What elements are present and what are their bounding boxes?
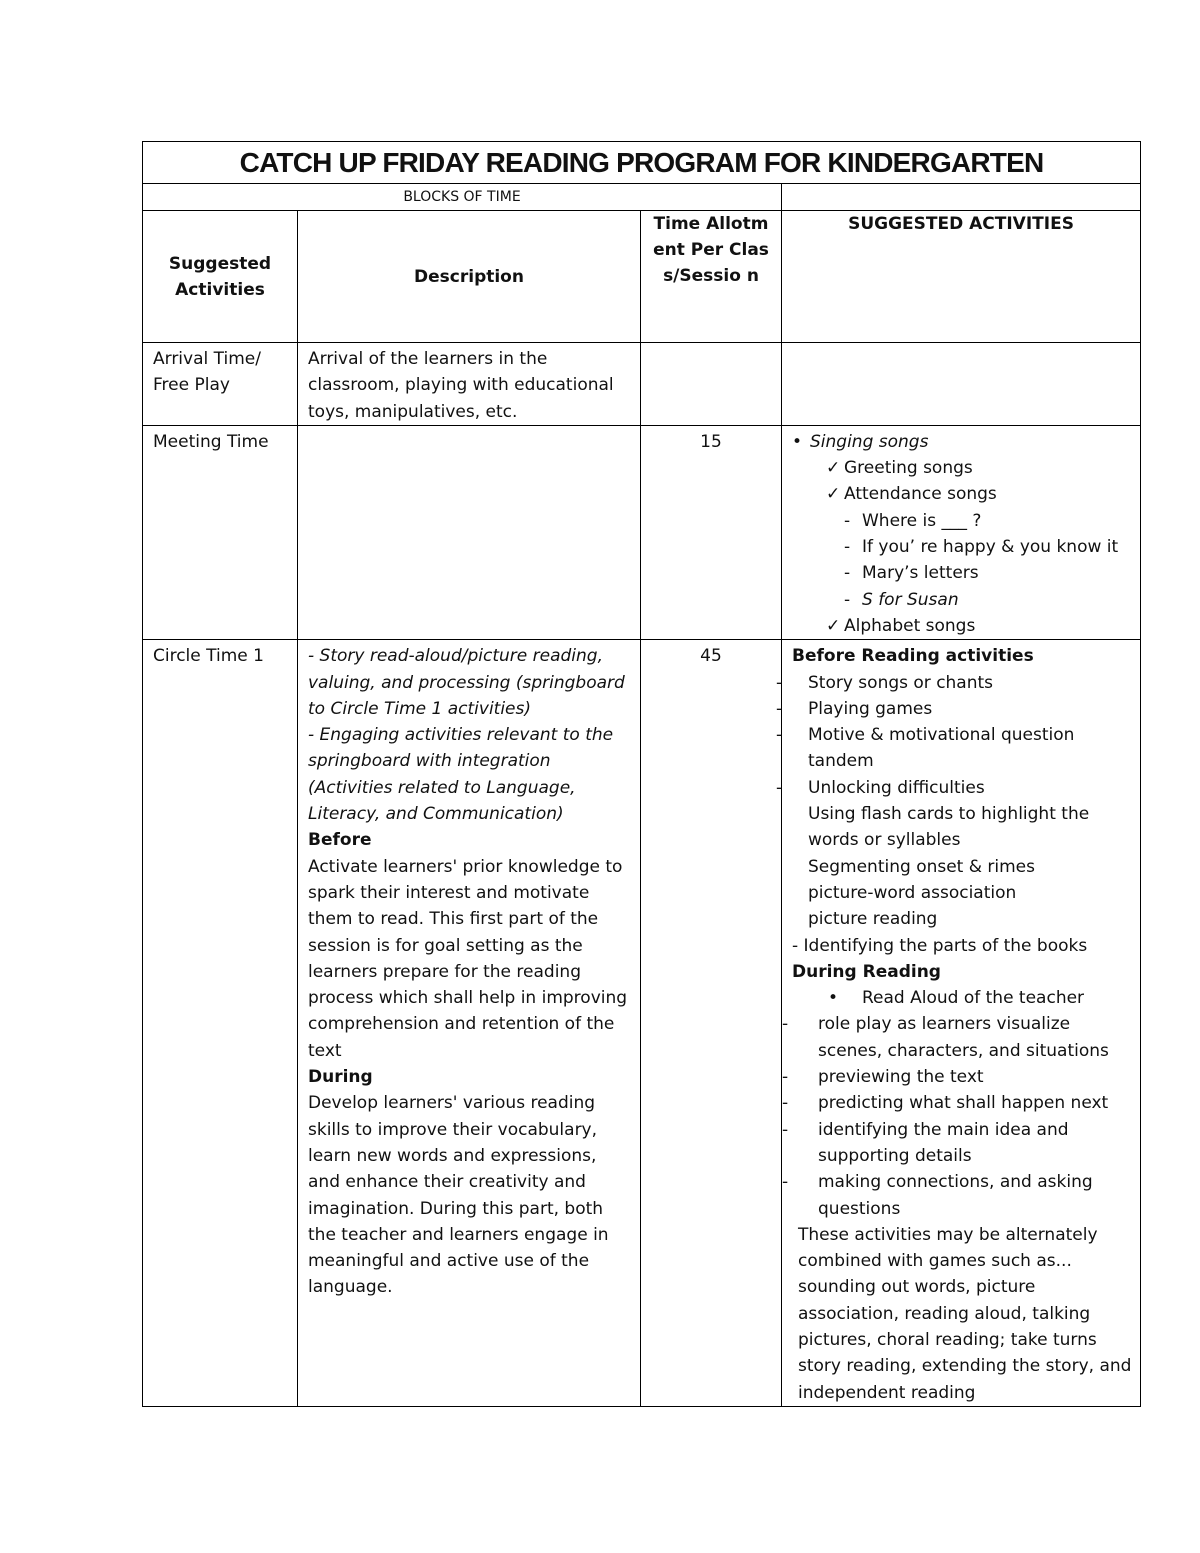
list-item: [792, 481, 1130, 507]
greeting-songs: Greeting songs: [844, 458, 973, 479]
circle-description: [298, 640, 640, 1300]
list-item: [776, 670, 1136, 696]
circle-activity-list: [776, 640, 1140, 1406]
checkmark-icon: ✓: [826, 615, 841, 636]
dash-icon: -: [782, 1172, 789, 1193]
main-idea: identifying the main idea and supporting details: [818, 1119, 1069, 1166]
previewing: previewing the text: [818, 1067, 984, 1088]
alphabet-songs: Alphabet songs: [844, 615, 976, 636]
attendance-songs: Attendance songs: [844, 484, 997, 505]
circle-description-cell: [298, 640, 641, 1407]
dash-icon: -: [776, 725, 783, 746]
dash-icon: -: [776, 698, 783, 719]
list-item: [782, 1117, 1136, 1170]
blocks-empty-cell: [782, 184, 1141, 211]
arrival-description: Arrival of the learners in the classroom, playing with educational toys, manipulatives, etc.: [308, 349, 614, 422]
circle-time-cell: [641, 640, 782, 1407]
header-suggested-text: SUGGESTED ACTIVITIES: [848, 214, 1074, 234]
predicting: predicting what shall happen next: [818, 1093, 1109, 1114]
list-item: [782, 1169, 1136, 1222]
closing-note: These activities may be alternately combined with games such as... sounding out words, picture association, reading aloud, talking pictures, choral reading; take turns story reading, extending the story, and independent reading: [798, 1224, 1132, 1403]
before-reading-heading: Before Reading activities: [792, 646, 1034, 667]
meeting-suggested-cell: [782, 425, 1141, 639]
role-play: role play as learners visualize scenes, characters, and situations: [818, 1014, 1109, 1061]
description-during-text: Develop learners' various reading skills to improve their vocabulary, learn new words and expressions, and enhance their creativity and imagination. During this part, both the teacher and learners engage in meaningful and active use of the language.: [308, 1093, 609, 1298]
blocks-of-time-label: BLOCKS OF TIME: [143, 184, 782, 211]
header-suggested-activities-right: [782, 211, 1141, 343]
meeting-description-cell: [298, 425, 641, 639]
meeting-activity-cell: [143, 425, 298, 639]
circle-activity: Circle Time 1: [153, 646, 264, 667]
identifying-parts: - Identifying the parts of the books: [792, 935, 1088, 956]
meeting-time: 15: [700, 431, 722, 452]
list-item: [782, 1064, 1136, 1090]
meeting-activity-list: [782, 426, 1140, 639]
song-marys-letters: Mary’s letters: [862, 563, 979, 584]
checkmark-icon: ✓: [826, 458, 841, 479]
list-item: [792, 613, 1130, 639]
header-suggested-activities: [143, 211, 298, 343]
list-item: [792, 534, 1130, 560]
bullet-icon: •: [792, 431, 803, 452]
dash-icon: -: [782, 1067, 789, 1088]
list-item: [782, 1011, 1136, 1064]
description-springboard: - Story read-aloud/picture reading, valuing, and processing (springboard to Circle Time 1 activities): [308, 646, 625, 719]
picture-word-association: picture-word association: [808, 882, 1017, 903]
header-time-allotment: [641, 211, 782, 343]
arrival-description-cell: [298, 343, 641, 426]
arrival-activity: Arrival Time/ Free Play: [153, 349, 261, 396]
list-item: [776, 775, 1136, 801]
dash-icon: -: [844, 510, 851, 531]
picture-reading: picture reading: [808, 909, 938, 930]
dash-icon: -: [782, 1014, 789, 1035]
arrival-activity-cell: [143, 343, 298, 426]
singing-songs: Singing songs: [810, 431, 929, 452]
song-if-youre-happy: If you’ re happy & you know it: [862, 537, 1119, 558]
circle-time: 45: [700, 646, 722, 667]
header-description: [298, 211, 641, 343]
list-item: [792, 985, 1136, 1011]
motive-question: Motive & motivational question tandem: [808, 725, 1075, 772]
segmenting: Segmenting onset & rimes: [808, 856, 1036, 877]
during-reading-heading: During Reading: [792, 961, 941, 982]
playing-games: Playing games: [808, 698, 933, 719]
making-connections: making connections, and asking questions: [818, 1172, 1093, 1219]
bullet-icon: •: [828, 988, 839, 1009]
dash-icon: -: [782, 1119, 789, 1140]
header-time-text: Time Allotment Per Class/Sessio n: [653, 214, 769, 286]
description-during-heading: During: [308, 1067, 373, 1088]
dash-icon: -: [844, 537, 851, 558]
dash-icon: -: [782, 1093, 789, 1114]
checkmark-icon: ✓: [826, 484, 841, 505]
list-item: [776, 722, 1136, 775]
list-item: [792, 455, 1130, 481]
dash-icon: -: [776, 777, 783, 798]
circle-activity-cell: [143, 640, 298, 1407]
dash-icon: -: [844, 563, 851, 584]
story-songs: Story songs or chants: [808, 672, 994, 693]
description-engaging: - Engaging activities relevant to the springboard with integration (Activities related to Language, Literacy, and Communication): [308, 725, 614, 825]
program-table: [142, 141, 1141, 1407]
song-where-is: Where is ___ ?: [862, 510, 982, 531]
song-s-for-susan: S for Susan: [862, 589, 959, 610]
arrival-time-cell: [641, 343, 782, 426]
list-item: [792, 508, 1130, 534]
description-before-text: Activate learners' prior knowledge to spark their interest and motivate them to read. This first part of the session is for goal setting as the learners prepare for the reading process which shall help in improving comprehension and retention of the text: [308, 856, 628, 1061]
arrival-suggested-cell: [782, 343, 1141, 426]
list-item: [792, 560, 1130, 586]
list-item: [782, 1090, 1136, 1116]
description-before-heading: Before: [308, 830, 372, 851]
dash-icon: -: [844, 589, 851, 610]
meeting-activity: Meeting Time: [153, 431, 269, 452]
page-title: CATCH UP FRIDAY READING PROGRAM FOR KINDERGARTEN: [143, 142, 1141, 184]
list-item: [792, 587, 1130, 613]
header-activities-text: Suggested Activities: [168, 253, 272, 300]
circle-suggested-cell: [776, 640, 1141, 1407]
header-description-text: Description: [414, 266, 524, 287]
dash-icon: -: [776, 672, 783, 693]
read-aloud: Read Aloud of the teacher: [862, 988, 1085, 1009]
unlocking-difficulties: Unlocking difficulties: [808, 777, 985, 798]
flash-cards: Using flash cards to highlight the words or syllables: [808, 804, 1090, 851]
meeting-time-cell: [641, 425, 782, 639]
list-item: [792, 429, 1130, 455]
list-item: [776, 696, 1136, 722]
